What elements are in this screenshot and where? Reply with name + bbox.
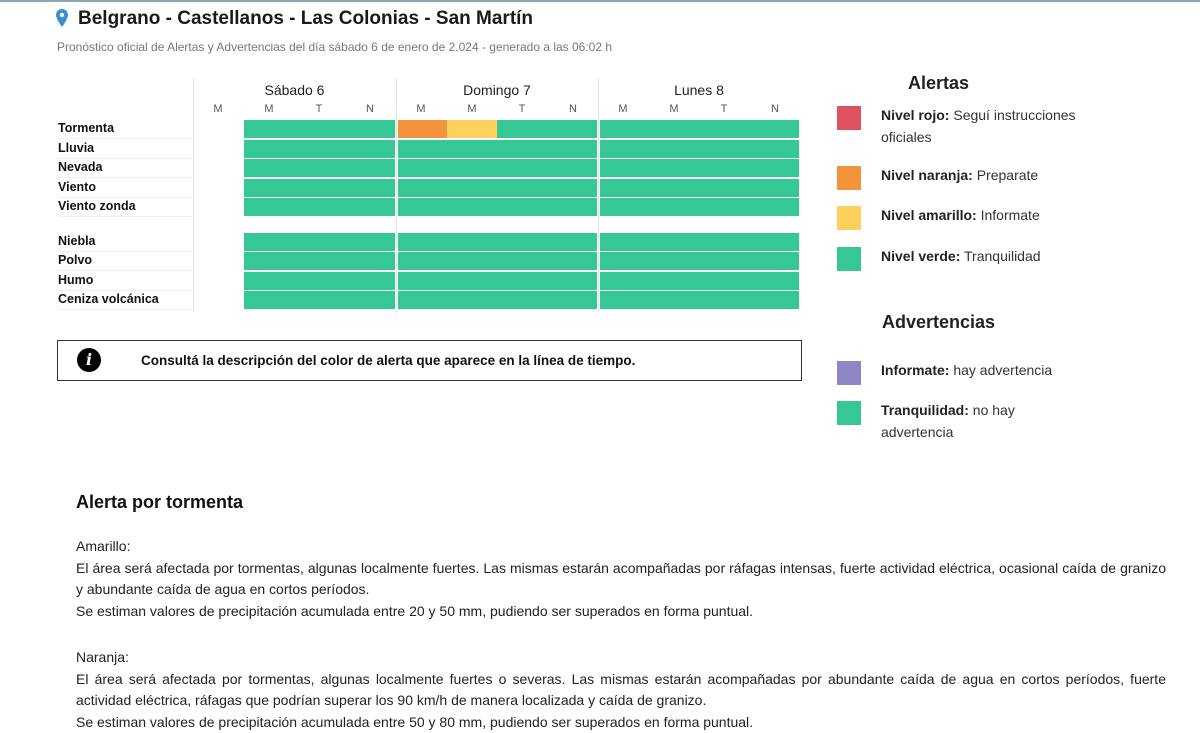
timeline-cell-green[interactable]	[447, 272, 497, 290]
timeline-cell-green[interactable]	[244, 291, 294, 309]
timeline-cell-green[interactable]	[345, 272, 395, 290]
period-header: M	[598, 103, 648, 115]
timeline-cell-green[interactable]	[750, 233, 799, 251]
timeline-cell-green[interactable]	[497, 233, 548, 251]
timeline-cell-green[interactable]	[548, 140, 597, 158]
timeline-cell-green[interactable]	[548, 252, 597, 270]
description-body: El área será afectada por tormentas, algunas localmente fuertes o severas. Las mismas estarán acompañadas por abundante caída de agua en cortos períodos, fuerte actividad eléctrica, ráfagas que podrían superar los 90 km/h de manera localizada y caída de granizo.	[76, 669, 1166, 712]
timeline-cell-orange[interactable]	[398, 120, 447, 138]
timeline-cell-green[interactable]	[294, 233, 345, 251]
timeline-cell-green[interactable]	[649, 179, 699, 197]
legend-swatch-yellow	[837, 206, 861, 230]
legend-desc: Tranquilidad	[964, 248, 1041, 264]
timeline-cell-green[interactable]	[294, 252, 345, 270]
timeline-cell-green[interactable]	[699, 233, 750, 251]
timeline-cell-green[interactable]	[244, 252, 294, 270]
map-pin-icon	[56, 9, 68, 32]
legend-level: Nivel naranja:	[881, 167, 973, 183]
timeline-cell-green[interactable]	[548, 120, 597, 138]
timeline-cell-green[interactable]	[750, 272, 799, 290]
period-header: T	[497, 103, 547, 115]
legend-desc: hay advertencia	[953, 362, 1052, 378]
description-extra: Se estiman valores de precipitación acumulada entre 20 y 50 mm, pudiendo ser superados en forma puntual.	[76, 601, 1166, 623]
legend-desc: Seguí instrucciones oficiales	[881, 107, 1076, 145]
timeline-cell-green[interactable]	[750, 140, 799, 158]
period-header: M	[396, 103, 446, 115]
timeline-cell-green[interactable]	[244, 198, 294, 216]
timeline-cell-green[interactable]	[398, 272, 447, 290]
timeline-cell-green[interactable]	[244, 272, 294, 290]
info-icon: i	[77, 348, 101, 372]
info-text: Consultá la descripción del color de alerta que aparece en la línea de tiempo.	[141, 353, 635, 368]
period-header: T	[294, 103, 344, 115]
timeline-cell-green[interactable]	[244, 159, 294, 177]
timeline-cell-green[interactable]	[600, 140, 649, 158]
timeline-cell-green[interactable]	[398, 140, 447, 158]
timeline-cell-green[interactable]	[447, 291, 497, 309]
timeline-cell-yellow[interactable]	[447, 120, 497, 138]
timeline-cell-green[interactable]	[649, 140, 699, 158]
period-header: M	[193, 103, 243, 115]
timeline-cell-green[interactable]	[548, 179, 597, 197]
legend-swatch-green	[837, 401, 861, 425]
period-header: M	[447, 103, 497, 115]
timeline-cell-green[interactable]	[345, 179, 395, 197]
timeline-cell-green[interactable]	[244, 140, 294, 158]
timeline-cell-green[interactable]	[600, 252, 649, 270]
row-label: Ceniza volcánica	[58, 290, 194, 310]
description-extra: Se estiman valores de precipitación acumulada entre 50 y 80 mm, pudiendo ser superados en forma puntual.	[76, 712, 1166, 733]
row-label: Humo	[58, 271, 194, 291]
timeline-cell-green[interactable]	[447, 198, 497, 216]
timeline-cell-green[interactable]	[398, 179, 447, 197]
page-title: Belgrano - Castellanos - Las Colonias - San Martín	[78, 8, 533, 30]
timeline-cell-green[interactable]	[750, 179, 799, 197]
timeline-cell-green[interactable]	[447, 159, 497, 177]
row-label: Tormenta	[58, 119, 194, 139]
timeline-cell-green[interactable]	[548, 159, 597, 177]
timeline-cell-green[interactable]	[497, 159, 548, 177]
timeline-cell-green[interactable]	[497, 291, 548, 309]
alertas-legend-title: Alertas	[908, 73, 969, 94]
legend-item	[881, 164, 1081, 186]
timeline-cell-green[interactable]	[398, 252, 447, 270]
legend-level: Nivel amarillo:	[881, 207, 977, 223]
timeline-cell-green[interactable]	[750, 252, 799, 270]
timeline-cell-green[interactable]	[699, 252, 750, 270]
period-header: N	[750, 103, 800, 115]
timeline-cell-green[interactable]	[548, 198, 597, 216]
timeline-cell-green[interactable]	[600, 120, 649, 138]
timeline-cell-green[interactable]	[345, 198, 395, 216]
legend-item	[881, 204, 1081, 226]
timeline-cell-green[interactable]	[497, 198, 548, 216]
timeline-cell-green[interactable]	[649, 272, 699, 290]
timeline-cell-green[interactable]	[497, 140, 548, 158]
page-subtitle: Pronóstico oficial de Alertas y Advertencias del día sábado 6 de enero de 2.024 - generado a las 06:02 h	[57, 40, 612, 54]
row-label: Viento	[58, 178, 194, 198]
row-label: Viento zonda	[58, 197, 194, 217]
timeline-cell-green[interactable]	[699, 198, 750, 216]
timeline-cell-green[interactable]	[398, 291, 447, 309]
alert-level-description	[76, 536, 1166, 622]
period-header: M	[649, 103, 699, 115]
period-header: N	[548, 103, 598, 115]
timeline-cell-green[interactable]	[447, 140, 497, 158]
timeline-cell-green[interactable]	[699, 179, 750, 197]
period-header: T	[699, 103, 749, 115]
timeline-cell-green[interactable]	[345, 159, 395, 177]
timeline-cell-green[interactable]	[497, 272, 548, 290]
timeline-cell-green[interactable]	[699, 140, 750, 158]
timeline-cell-green[interactable]	[600, 159, 649, 177]
timeline-cell-green[interactable]	[294, 179, 345, 197]
timeline-cell-green[interactable]	[345, 291, 395, 309]
timeline-cell-green[interactable]	[345, 252, 395, 270]
timeline-cell-green[interactable]	[294, 291, 345, 309]
timeline-cell-green[interactable]	[497, 252, 548, 270]
row-label: Niebla	[58, 232, 194, 252]
timeline-cell-green[interactable]	[649, 252, 699, 270]
legend-item	[881, 399, 1081, 443]
timeline-cell-green[interactable]	[497, 179, 548, 197]
legend-level: Nivel verde:	[881, 248, 960, 264]
timeline-cell-green[interactable]	[649, 291, 699, 309]
timeline-cell-green[interactable]	[398, 233, 447, 251]
timeline-cell-green[interactable]	[600, 179, 649, 197]
timeline-cell-green[interactable]	[649, 198, 699, 216]
timeline-cell-green[interactable]	[649, 233, 699, 251]
alert-level-description	[76, 647, 1166, 733]
timeline-cell-green[interactable]	[699, 159, 750, 177]
timeline-cell-green[interactable]	[345, 140, 395, 158]
timeline-cell-green[interactable]	[345, 120, 395, 138]
legend-item	[881, 245, 1081, 267]
day-header: Domingo 7	[396, 82, 598, 98]
timeline-cell-green[interactable]	[447, 252, 497, 270]
description-heading: Amarillo:	[76, 536, 1166, 558]
description-heading: Naranja:	[76, 647, 1166, 669]
legend-swatch-orange	[837, 166, 861, 190]
timeline-cell-green[interactable]	[548, 233, 597, 251]
timeline-cell-green[interactable]	[447, 179, 497, 197]
legend-desc: Informate	[981, 207, 1040, 223]
timeline-cell-green[interactable]	[244, 233, 294, 251]
period-header: N	[345, 103, 395, 115]
section-title: Alerta por tormenta	[76, 492, 243, 513]
timeline-cell-green[interactable]	[294, 140, 345, 158]
timeline-cell-green[interactable]	[548, 291, 597, 309]
legend-level: Nivel rojo:	[881, 107, 949, 123]
timeline-cell-green[interactable]	[699, 272, 750, 290]
row-label: Nevada	[58, 158, 194, 178]
timeline-cell-green[interactable]	[699, 120, 750, 138]
timeline-cell-green[interactable]	[447, 233, 497, 251]
description-body: El área será afectada por tormentas, algunas localmente fuertes. Las mismas estarán acompañadas por ráfagas intensas, fuerte actividad eléctrica, ocasional caída de granizo y abundante caída de agua en cortos períodos.	[76, 558, 1166, 601]
timeline-cell-green[interactable]	[398, 198, 447, 216]
row-label: Polvo	[58, 251, 194, 271]
timeline-cell-green[interactable]	[345, 233, 395, 251]
timeline-cell-green[interactable]	[600, 198, 649, 216]
timeline-cell-green[interactable]	[294, 272, 345, 290]
period-header: M	[244, 103, 294, 115]
timeline-cell-green[interactable]	[750, 159, 799, 177]
legend-desc: Preparate	[977, 167, 1038, 183]
timeline-cell-green[interactable]	[600, 291, 649, 309]
legend-level: Informate:	[881, 362, 949, 378]
row-label: Lluvia	[58, 139, 194, 159]
legend-swatch-green	[837, 247, 861, 271]
timeline-cell-green[interactable]	[750, 120, 799, 138]
legend-level: Tranquilidad:	[881, 402, 969, 418]
timeline-cell-green[interactable]	[548, 272, 597, 290]
timeline-cell-green[interactable]	[600, 233, 649, 251]
timeline-cell-green[interactable]	[497, 120, 548, 138]
timeline-cell-green[interactable]	[699, 291, 750, 309]
timeline-cell-green[interactable]	[649, 159, 699, 177]
timeline-cell-green[interactable]	[750, 198, 799, 216]
timeline-cell-green[interactable]	[244, 120, 294, 138]
timeline-cell-green[interactable]	[600, 272, 649, 290]
timeline-cell-green[interactable]	[294, 120, 345, 138]
top-border	[0, 0, 1200, 2]
timeline-cell-green[interactable]	[649, 120, 699, 138]
legend-item	[881, 104, 1081, 148]
legend-item	[881, 359, 1081, 381]
day-header: Sábado 6	[193, 82, 396, 98]
timeline-cell-green[interactable]	[398, 159, 447, 177]
legend-desc: no hay advertencia	[881, 402, 1015, 440]
advertencias-legend-title: Advertencias	[882, 312, 995, 333]
legend-swatch-red	[837, 106, 861, 130]
day-header: Lunes 8	[598, 82, 800, 98]
timeline-cell-green[interactable]	[750, 291, 799, 309]
legend-swatch-purple	[837, 361, 861, 385]
timeline-cell-green[interactable]	[294, 159, 345, 177]
timeline-cell-green[interactable]	[294, 198, 345, 216]
timeline-cell-green[interactable]	[244, 179, 294, 197]
